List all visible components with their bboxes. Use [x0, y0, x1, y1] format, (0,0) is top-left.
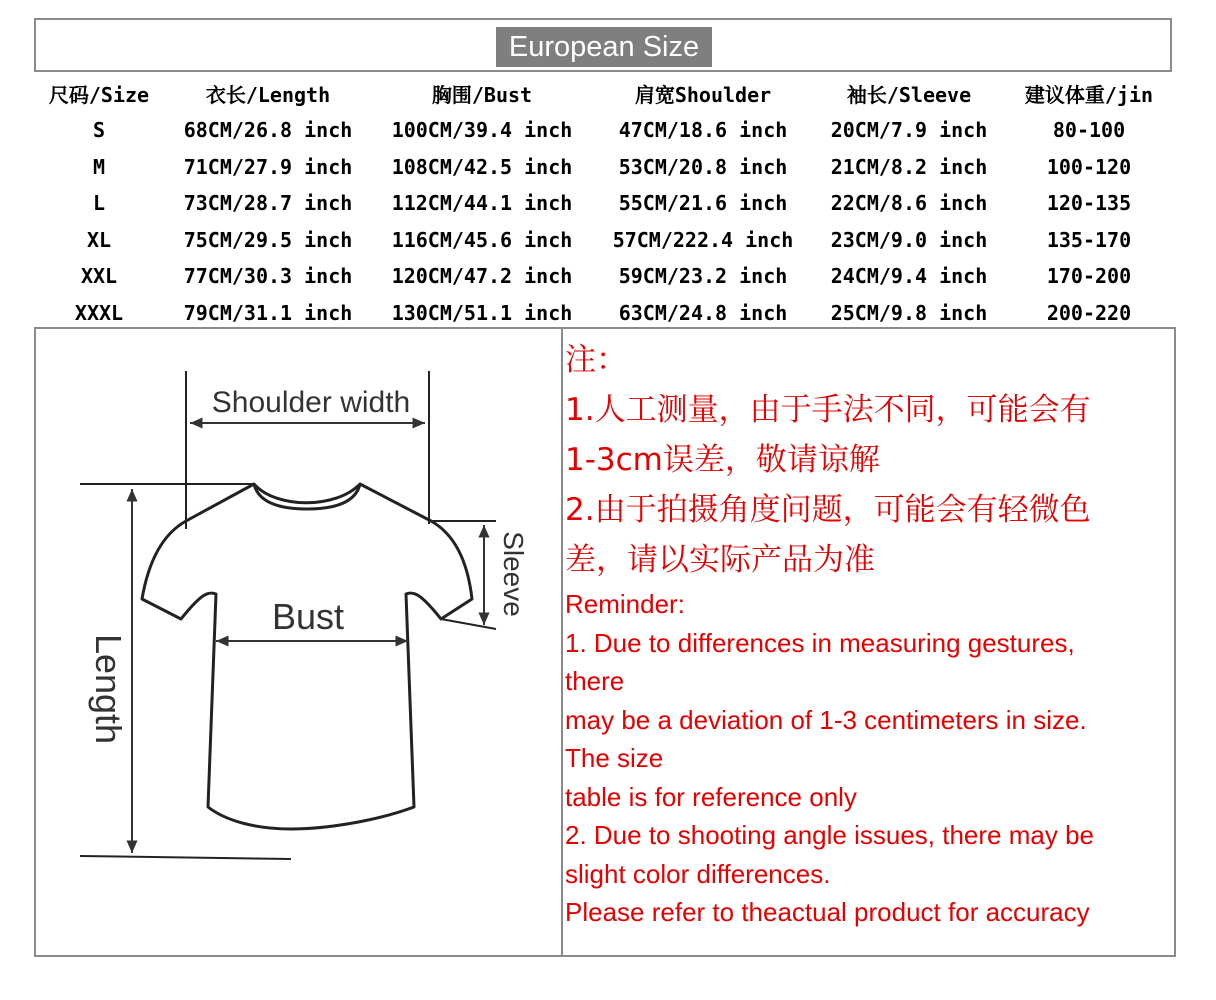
cell-shoulder: 53CM/20.8 inch [618, 154, 788, 179]
cell-size: S [92, 118, 106, 143]
cell-bust: 130CM/51.1 inch [391, 300, 573, 325]
cell-size: L [92, 191, 106, 216]
note-zh-line: 2.由于拍摄角度问题，可能会有轻微色 [565, 492, 1091, 528]
table-row [34, 295, 1174, 332]
note-en-line: there [565, 666, 625, 696]
header-bust: 胸围/Bust [431, 82, 533, 107]
cell-sleeve: 21CM/8.2 inch [830, 154, 988, 179]
header-length: 衣长/Length [205, 82, 331, 107]
note-en-line: may be a deviation of 1-3 centimeters in size. [565, 704, 1087, 735]
cell-shoulder: 47CM/18.6 inch [618, 118, 788, 143]
page-title: European Size [496, 27, 712, 67]
info-panel [34, 327, 1176, 957]
note-zh-heading: 注： [565, 342, 627, 378]
note-en-line: slight color differences. [565, 858, 831, 889]
cell-length: 73CM/28.7 inch [183, 191, 353, 216]
table-row [34, 185, 1174, 222]
cell-sleeve: 24CM/9.4 inch [830, 264, 988, 289]
note-en-heading: Reminder: [565, 589, 685, 619]
cell-weight: 135-170 [1046, 227, 1132, 252]
cell-sleeve: 20CM/7.9 inch [830, 118, 988, 143]
cell-size: XXL [80, 264, 118, 289]
cell-length: 75CM/29.5 inch [183, 227, 353, 252]
tshirt-measurement-diagram [36, 329, 561, 955]
cell-weight: 100-120 [1046, 154, 1132, 179]
length-label: Length [88, 633, 129, 745]
cell-shoulder: 63CM/24.8 inch [618, 300, 788, 325]
header-weight: 建议体重/jin [1024, 82, 1154, 107]
notes-block [565, 335, 1165, 932]
sleeve-guide-bottom [441, 619, 496, 629]
note-en-line: Please refer to theactual product for accuracy [565, 897, 1090, 927]
header-size: 尺码/Size [48, 82, 150, 107]
cell-bust: 108CM/42.5 inch [391, 154, 573, 179]
length-guide-bottom [80, 856, 291, 859]
cell-bust: 120CM/47.2 inch [391, 264, 573, 289]
table-row [34, 149, 1174, 186]
table-header-row [34, 74, 1174, 112]
cell-sleeve: 25CM/9.8 inch [830, 300, 988, 325]
cell-size: M [92, 154, 106, 179]
tshirt-outline-icon [142, 484, 472, 829]
header-sleeve: 袖长/Sleeve [846, 82, 972, 107]
cell-bust: 116CM/45.6 inch [391, 227, 573, 252]
cell-size: XXXL [74, 300, 124, 325]
cell-bust: 100CM/39.4 inch [391, 118, 573, 143]
size-table [34, 74, 1174, 331]
cell-length: 77CM/30.3 inch [183, 264, 353, 289]
cell-weight: 120-135 [1046, 191, 1132, 216]
title-box [34, 18, 1172, 72]
cell-sleeve: 23CM/9.0 inch [830, 227, 988, 252]
table-row [34, 222, 1174, 259]
cell-length: 71CM/27.9 inch [183, 154, 353, 179]
note-zh-line: 差，请以实际产品为准 [565, 542, 875, 578]
cell-weight: 200-220 [1046, 300, 1132, 325]
sleeve-label: Sleeve [498, 531, 529, 617]
cell-shoulder: 57CM/222.4 inch [612, 227, 794, 252]
cell-size: XL [86, 227, 112, 252]
note-en-line: The size [565, 743, 664, 773]
panel-divider [561, 329, 563, 955]
cell-weight: 80-100 [1052, 118, 1126, 143]
cell-shoulder: 55CM/21.6 inch [618, 191, 788, 216]
bust-label: Bust [271, 596, 345, 637]
header-shoulder: 肩宽Shoulder [634, 82, 772, 107]
cell-bust: 112CM/44.1 inch [391, 191, 573, 216]
note-zh-line: 1-3cm误差，敬请谅解 [565, 442, 880, 478]
cell-shoulder: 59CM/23.2 inch [618, 264, 788, 289]
note-en-line: table is for reference only [565, 781, 857, 812]
cell-weight: 170-200 [1046, 264, 1132, 289]
cell-sleeve: 22CM/8.6 inch [830, 191, 988, 216]
table-row [34, 258, 1174, 295]
table-row [34, 112, 1174, 149]
shoulder-width-label: Shoulder width [211, 386, 411, 419]
note-en-line: 2. Due to shooting angle issues, there may be [565, 820, 1094, 850]
cell-length: 79CM/31.1 inch [183, 300, 353, 325]
note-en-line: 1. Due to differences in measuring gestures, [565, 627, 1075, 658]
cell-length: 68CM/26.8 inch [183, 118, 353, 143]
note-zh-line: 1.人工测量，由于手法不同，可能会有 [565, 392, 1091, 428]
